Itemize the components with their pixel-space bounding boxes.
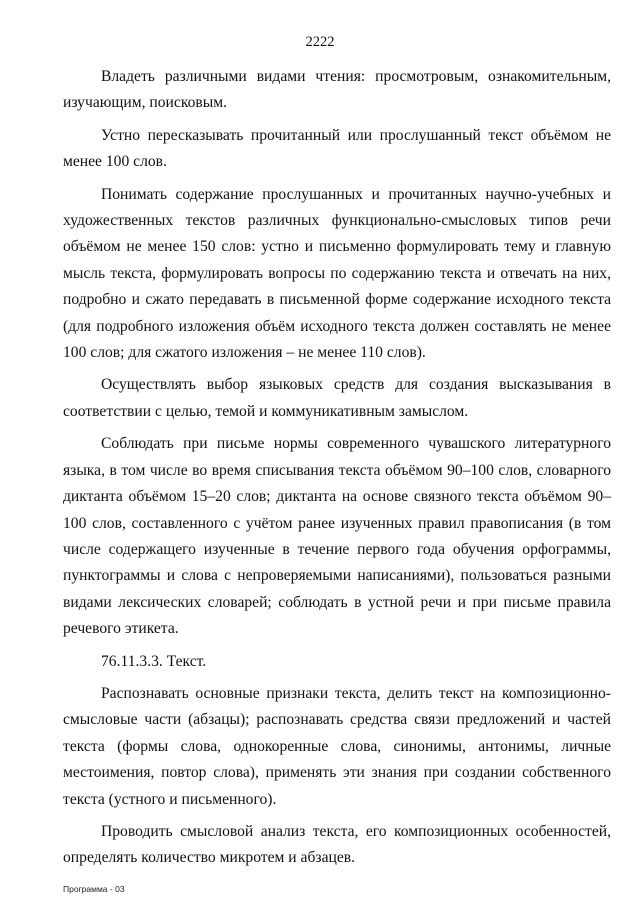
footer-label: Программа - 03 [63, 884, 125, 894]
paragraph-writing-norms: Соблюдать при письме нормы современного чувашского литературного языка, в том числе во время списывания текста объёмом 90–100 слов, словарного диктанта объёмом 15–20 слов; диктанта на основе связного текста объёмом 90–100 слов, составленного с учётом ранее изученных правил правописания (в том числе содержащего изученные в течение первого года обучения орфограммы, пунктограммы и слова с непроверяемыми написаниями), пользоваться разными видами лексических словарей; соблюдать в устной речи и при письме правила речевого этикета. [63, 435, 611, 638]
paragraph-understanding: Понимать содержание прослушанных и прочитанных научно-учебных и художественных текстов различных функционально-смысловых типов речи объёмом не менее 150 слов: устно и письменно формулировать тему и главную мысль текста, формулировать вопросы по содержанию текста и отвечать на них, подробно и сжато передавать в письменной форме содержание исходного текста (для подробного изложения объём исходного текста должен составлять не менее 100 слов; для сжатого изложения – не менее 110 слов). [63, 185, 611, 362]
page-number: 2222 [305, 34, 335, 50]
paragraph-reading-types: Владеть различными видами чтения: просмотровым, ознакомительным, изучающим, поисковым. [63, 68, 611, 112]
paragraph-text-features: Распознавать основные признаки текста, делить текст на композиционно-смысловые части (абзацы); распознавать средства связи предложений и частей текста (формы слова, однокоренные слова, синонимы, антонимы, личные местоимения, повтор слова), применять эти знания при создании собственного текста (устного и письменного). [63, 684, 611, 808]
paragraph-language-means: Осуществлять выбор языковых средств для создания высказывания в соответствии с целью, темой и коммуникативным замыслом. [63, 376, 611, 420]
paragraph-semantic-analysis: Проводить смысловой анализ текста, его композиционных особенностей, определять количество микротем и абзацев. [63, 822, 611, 867]
document-body [63, 64, 611, 878]
paragraph-retelling: Устно пересказывать прочитанный или прослушанный текст объёмом не менее 100 слов. [63, 126, 611, 171]
section-heading-text: 76.11.3.3. Текст. [101, 652, 207, 670]
